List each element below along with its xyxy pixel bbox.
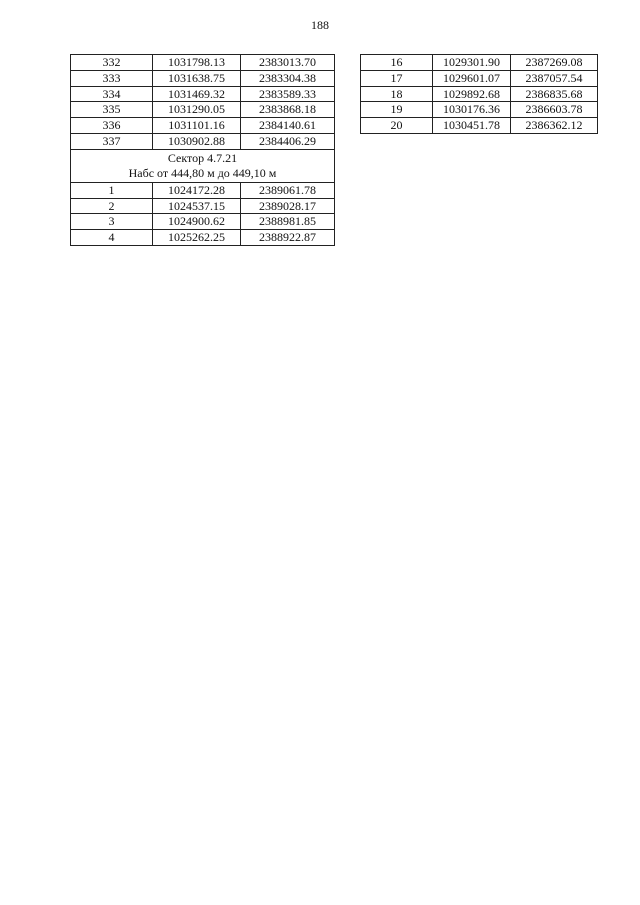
sector-title: Сектор 4.7.21	[167, 150, 238, 165]
point-number-cell: 1	[71, 182, 153, 198]
table-row	[71, 102, 335, 118]
point-number-cell: 19	[361, 102, 433, 118]
x-coordinate-cell: 1031290.05	[153, 102, 241, 118]
sector-header-cell	[71, 149, 335, 182]
table-row	[361, 118, 598, 134]
table-row	[71, 55, 335, 71]
y-coordinate-cell: 2384406.29	[241, 133, 335, 149]
x-coordinate-cell: 1030176.36	[433, 102, 511, 118]
table-row	[71, 133, 335, 149]
y-coordinate-cell: 2387269.08	[511, 55, 598, 71]
point-number-cell: 3	[71, 214, 153, 230]
point-number-cell: 337	[71, 133, 153, 149]
point-number-cell: 333	[71, 70, 153, 86]
y-coordinate-cell: 2387057.54	[511, 70, 598, 86]
point-number-cell: 335	[71, 102, 153, 118]
y-coordinate-cell: 2389061.78	[241, 182, 335, 198]
point-number-cell: 336	[71, 118, 153, 134]
x-coordinate-cell: 1025262.25	[153, 230, 241, 246]
x-coordinate-cell: 1029301.90	[433, 55, 511, 71]
table-row	[71, 182, 335, 198]
y-coordinate-cell: 2384140.61	[241, 118, 335, 134]
x-coordinate-cell: 1030902.88	[153, 133, 241, 149]
table-row	[71, 70, 335, 86]
table-row	[71, 198, 335, 214]
left-coordinates-table	[70, 54, 335, 246]
table-row	[71, 214, 335, 230]
y-coordinate-cell: 2386603.78	[511, 102, 598, 118]
x-coordinate-cell: 1031638.75	[153, 70, 241, 86]
point-number-cell: 334	[71, 86, 153, 102]
point-number-cell: 17	[361, 70, 433, 86]
point-number-cell: 16	[361, 55, 433, 71]
x-coordinate-cell: 1031101.16	[153, 118, 241, 134]
page-number: 188	[311, 18, 329, 32]
point-number-cell: 4	[71, 230, 153, 246]
x-coordinate-cell: 1029892.68	[433, 86, 511, 102]
y-coordinate-cell: 2383868.18	[241, 102, 335, 118]
point-number-cell: 18	[361, 86, 433, 102]
y-coordinate-cell: 2386362.12	[511, 118, 598, 134]
table-row	[361, 102, 598, 118]
table-row	[361, 70, 598, 86]
y-coordinate-cell: 2383013.70	[241, 55, 335, 71]
point-number-cell: 332	[71, 55, 153, 71]
x-coordinate-cell: 1031798.13	[153, 55, 241, 71]
x-coordinate-cell: 1024172.28	[153, 182, 241, 198]
x-coordinate-cell: 1024537.15	[153, 198, 241, 214]
y-coordinate-cell: 2389028.17	[241, 198, 335, 214]
x-coordinate-cell: 1024900.62	[153, 214, 241, 230]
y-coordinate-cell: 2383304.38	[241, 70, 335, 86]
y-coordinate-cell: 2386835.68	[511, 86, 598, 102]
table-row	[71, 230, 335, 246]
point-number-cell: 20	[361, 118, 433, 134]
table-row	[71, 118, 335, 134]
sector-header-row	[71, 149, 335, 182]
sector-subtitle: Набс от 444,80 м до 449,10 м	[128, 165, 277, 180]
table-row	[361, 55, 598, 71]
table-row	[71, 86, 335, 102]
x-coordinate-cell: 1031469.32	[153, 86, 241, 102]
x-coordinate-cell: 1030451.78	[433, 118, 511, 134]
y-coordinate-cell: 2383589.33	[241, 86, 335, 102]
y-coordinate-cell: 2388981.85	[241, 214, 335, 230]
table-row	[361, 86, 598, 102]
x-coordinate-cell: 1029601.07	[433, 70, 511, 86]
right-coordinates-table	[360, 54, 598, 134]
y-coordinate-cell: 2388922.87	[241, 230, 335, 246]
point-number-cell: 2	[71, 198, 153, 214]
